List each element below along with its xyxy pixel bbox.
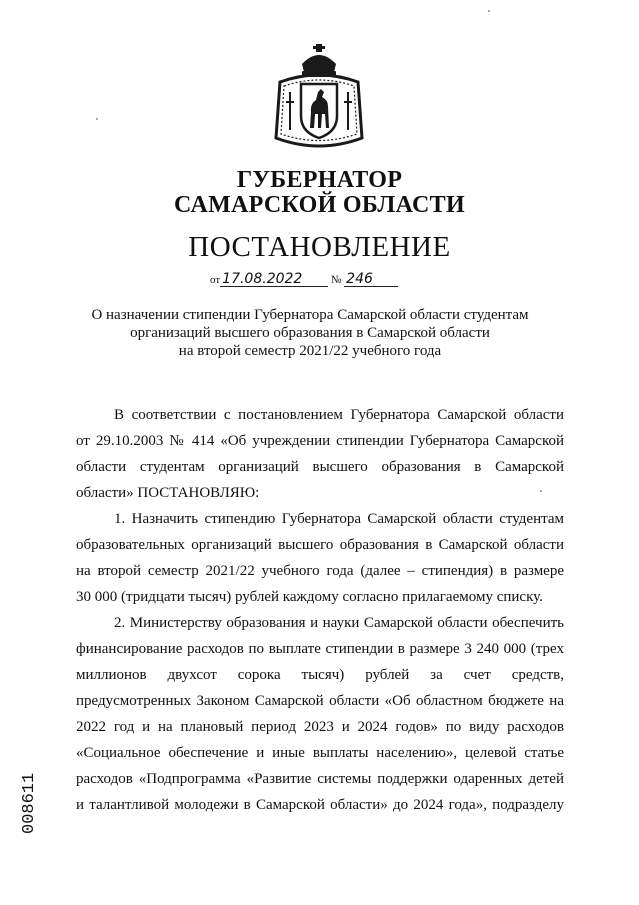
body-line: и талантливой молодежи в Самарской области» до 2024 года», подразделу (76, 797, 564, 813)
coat-of-arms-emblem (272, 42, 366, 154)
document-subject (60, 306, 560, 360)
body-line: на второй семестр 2021/22 учебного года (далее – стипендия) в размере (76, 563, 564, 579)
date-prefix: от (210, 274, 221, 286)
body-line: расходов «Подпрограмма «Развитие системы поддержки одаренных детей (76, 771, 564, 787)
date-number-line (210, 272, 398, 287)
body-line: 30 000 (тридцати тысяч) рублей каждому согласно прилагаемому списку. (76, 589, 543, 605)
document-number: 246 (344, 272, 398, 287)
registration-stamp (20, 770, 40, 840)
body-line: 2022 год и на плановый период 2023 и 2024 годов» по виду расходов (76, 719, 564, 735)
body-line: предусмотренных Законом Самарской области «Об областном бюджете на (76, 693, 564, 709)
body-line: области» ПОСТАНОВЛЯЮ: (76, 485, 260, 501)
body-line: «Социальное обеспечение и иные выплаты населению», целевой статье (76, 745, 564, 761)
body-line: области студентам организаций высшего образования в Самарской (76, 459, 564, 475)
body-line: образовательных организаций высшего образования в Самарской области (76, 537, 564, 553)
issuer-title-line-1: ГУБЕРНАТОР (236, 167, 403, 193)
scan-speck (488, 10, 490, 12)
body-line: 1. Назначить стипендию Губернатора Самарской области студентам (114, 511, 564, 527)
body-line: миллионов двухсот сорока тысяч) рублей за счет средств, (76, 667, 564, 683)
body-line: 2. Министерству образования и науки Самарской области обеспечить (114, 615, 564, 631)
subject-line: О назначении стипендии Губернатора Самарской области студентам (91, 307, 529, 323)
document-date: 17.08.2022 (220, 272, 328, 287)
body-line: В соответствии с постановлением Губернатора Самарской области (114, 407, 564, 423)
stamp-number: 008611 (20, 772, 39, 834)
issuer-title-line-2: САМАРСКОЙ ОБЛАСТИ (174, 192, 465, 218)
document-type: ПОСТАНОВЛЕНИЕ (188, 231, 451, 263)
scan-speck (96, 118, 98, 120)
number-prefix: № (330, 274, 342, 286)
body-line: финансирование расходов по выплате стипендии в размере 3 240 000 (трех (76, 641, 564, 657)
subject-line: на второй семестр 2021/22 учебного года (178, 343, 442, 359)
scan-speck (540, 490, 542, 492)
subject-line: организаций высшего образования в Самарской области (130, 325, 490, 341)
body-line: от 29.10.2003 № 414 «Об учреждении стипендии Губернатора Самарской (76, 433, 564, 449)
